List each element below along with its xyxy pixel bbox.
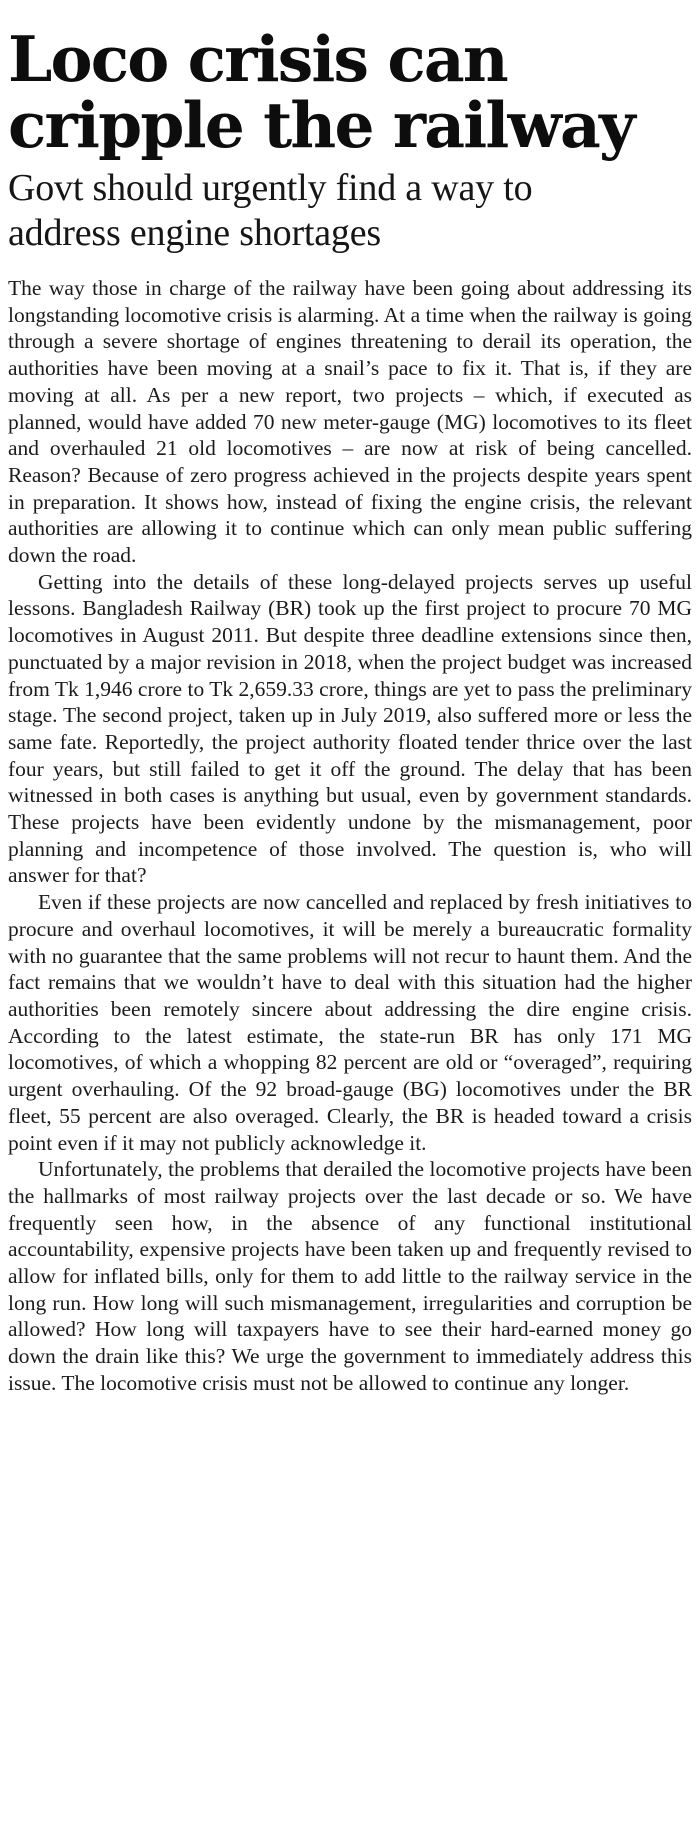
article-body [8,275,692,1397]
body-paragraph: The way those in charge of the railway have been going about addressing its longstanding locomotive crisis is alarming. At a time when the railway is going through a severe shortage of engines threatening to derail its operation, the authorities have been moving at a snail’s pace to fix it. That is, if they are moving at all. As per a new report, two projects – which, if executed as planned, would have added 70 new meter-gauge (MG) locomotives to its fleet and overhauled 21 old locomotives – are now at risk of being cancelled. Reason? Because of zero progress achieved in the projects despite years spent in preparation. It shows how, instead of fixing the engine crisis, the relevant authorities are allowing it to continue which can only mean public suffering down the road. [8,276,692,568]
body-paragraph: Unfortunately, the problems that derailed the locomotive projects have been the hallmarks of most railway projects over the last decade or so. We have frequently seen how, in the absence of any functional institutional accountability, expensive projects have been taken up and frequently revised to allow for inflated bills, only for them to add little to the railway service in the long run. How long will such mismanagement, irregularities and corruption be allowed? How long will taxpayers have to see their hard-earned money go down the drain like this? We urge the government to immediately address this issue. The locomotive crisis must not be allowed to continue any longer. [8,1157,692,1395]
headline-line-2: cripple the railway [8,88,634,162]
body-paragraph: Even if these projects are now cancelled and replaced by fresh initiatives to procure and overhaul locomotives, it will be merely a bureaucratic formality with no guarantee that the same problems will not recur to haunt them. And the fact remains that we wouldn’t have to deal with this situation had the higher authorities been remotely sincere about addressing the dire engine crisis. According to the latest estimate, the state-run BR has only 171 MG locomotives, of which a whopping 82 percent are old or “overaged”, requiring urgent overhauling. Of the 92 broad-gauge (BG) locomotives under the BR fleet, 55 percent are also overaged. Clearly, the BR is headed toward a crisis point even if it may not publicly acknowledge it. [8,890,692,1155]
headline-line-1: Loco crisis can [8,22,507,96]
subheadline-line-1: Govt should urgently find a way to [8,167,533,209]
body-paragraph: Getting into the details of these long-delayed projects serves up useful lessons. Bangladesh Railway (BR) took up the first project to procure 70 MG locomotives in August 2011. But despite three deadline extensions since then, punctuated by a major revision in 2018, when the project budget was increased from Tk 1,946 crore to Tk 2,659.33 crore, things are yet to pass the preliminary stage. The second project, taken up in July 2019, also suffered more or less the same fate. Reportedly, the project authority floated tender thrice over the last four years, but still failed to get it off the ground. The delay that has been witnessed in both cases is anything but usual, even by government standards. These projects have been evidently undone by the mismanagement, poor planning and incompetence of those involved. The question is, who will answer for that? [8,569,692,888]
subheadline-line-2: address engine shortages [8,212,381,254]
headline [8,0,692,162]
subheadline [8,166,692,256]
